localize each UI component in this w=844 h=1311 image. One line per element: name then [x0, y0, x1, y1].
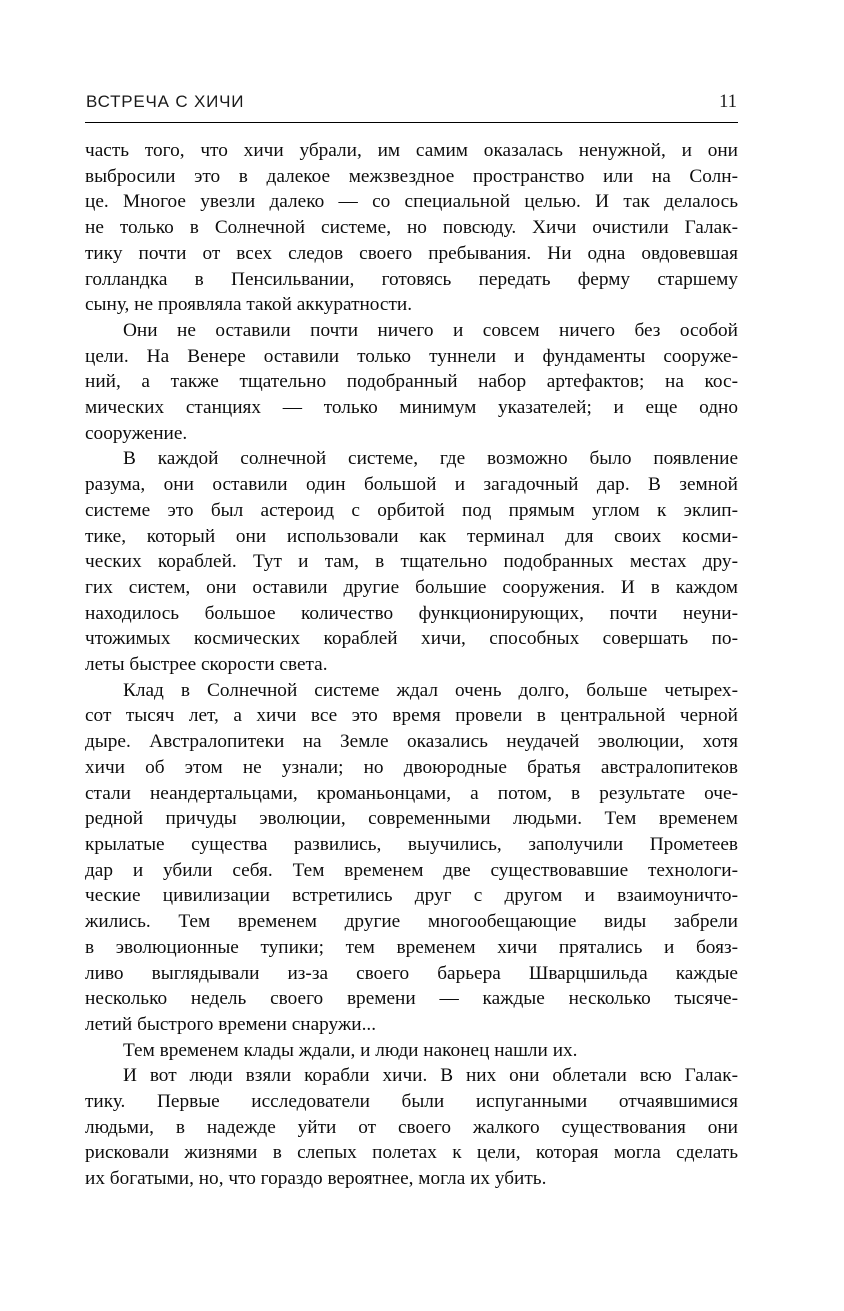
text-line: сооружение.	[85, 422, 188, 444]
text-line: не только в Солнечной системе, но повсюду. Хичи очистили Галак-	[85, 217, 738, 239]
text-line: В каждой солнечной системе, где возможно было появление	[123, 448, 738, 470]
text-line: в эволюционные тупики; тем временем хичи прятались и бояз-	[85, 936, 738, 958]
text-line: це. Многое увезли далеко — со специальной целью. И так делалось	[85, 191, 738, 213]
paragraph	[85, 1063, 738, 1192]
text-line: несколько недель своего времени — каждые несколько тысяче-	[85, 988, 738, 1010]
text-line: редной причуды эволюции, современными людьми. Тем временем	[85, 808, 738, 830]
running-header-title: ВСТРЕЧА С ХИЧИ	[86, 92, 245, 111]
paragraph	[85, 1038, 738, 1064]
text-line: И вот люди взяли корабли хичи. В них они облетали всю Галак-	[123, 1065, 738, 1087]
text-line: Они не оставили почти ничего и совсем ничего без особой	[123, 319, 738, 341]
text-line: тике, который они использовали как терминал для своих косми-	[85, 525, 738, 547]
text-line: дыре. Австралопитеки на Земле оказались неудачей эволюции, хотя	[85, 731, 738, 753]
page-content	[85, 92, 738, 1192]
paragraph	[85, 318, 738, 447]
text-line: мических станциях — только минимум указателей; и еще одно	[85, 397, 738, 419]
paragraph	[85, 678, 738, 1038]
text-line: рисковали жизнями в слепых полетах к цели, которая могла сделать	[85, 1142, 738, 1164]
text-line: сот тысяч лет, а хичи все это время провели в центральной черной	[85, 705, 738, 727]
text-line: стали неандертальцами, кроманьонцами, а потом, в результате оче-	[85, 782, 738, 804]
text-line: гих систем, они оставили другие большие сооружения. И в каждом	[85, 576, 738, 598]
text-line: чтожимых космических кораблей хичи, способных совершать по-	[85, 628, 738, 650]
text-line: леты быстрее скорости света.	[85, 654, 328, 676]
text-line: ческие цивилизации встретились друг с другом и взаимоуничто-	[85, 885, 738, 907]
text-line: ческих кораблей. Тут и там, в тщательно подобранных местах дру-	[85, 551, 738, 573]
body-text	[85, 138, 738, 1192]
text-line: выбросили это в далекое межзвездное пространство или на Солн-	[85, 165, 738, 187]
running-header	[85, 92, 738, 122]
text-line: дар и убили себя. Тем временем две существовавшие технологи-	[85, 859, 738, 881]
header-rule	[85, 122, 738, 123]
text-line: их богатыми, но, что гораздо вероятнее, могла их убить.	[85, 1168, 547, 1190]
page-number: 11	[719, 92, 737, 112]
text-line: цели. На Венере оставили только туннели и фундаменты сооруже-	[85, 345, 738, 367]
text-line: людьми, в надежде уйти от своего жалкого существования они	[85, 1116, 738, 1138]
text-line: летий быстрого времени снаружи...	[85, 1013, 377, 1035]
text-line: разума, они оставили один большой и загадочный дар. В земной	[85, 474, 738, 496]
text-line: Тем временем клады ждали, и люди наконец нашли их.	[123, 1039, 578, 1061]
text-line: голландка в Пенсильвании, готовясь передать ферму старшему	[85, 268, 738, 290]
text-line: ливо выглядывали из-за своего барьера Шварцшильда каждые	[85, 962, 738, 984]
text-line: системе это был астероид с орбитой под прямым углом к эклип-	[85, 499, 738, 521]
text-line: тику. Первые исследователи были испуганными отчаявшимися	[85, 1091, 738, 1113]
text-line: ний, а также тщательно подобранный набор артефактов; на кос-	[85, 371, 738, 393]
text-line: хичи об этом не узнали; но двоюродные братья австралопитеков	[85, 756, 738, 778]
text-line: крылатые существа развились, выучились, заполучили Прометеев	[85, 833, 738, 855]
text-line: часть того, что хичи убрали, им самим оказалась ненужной, и они	[85, 140, 738, 161]
paragraph	[85, 446, 738, 677]
text-line: Клад в Солнечной системе ждал очень долго, больше четырех-	[123, 679, 738, 701]
paragraph	[85, 138, 738, 318]
text-line: сыну, не проявляла такой аккуратности.	[85, 294, 413, 316]
text-line: находилось большое количество функционирующих, почти неуни-	[85, 602, 738, 624]
text-line: тику почти от всех следов своего пребывания. Ни одна овдовевшая	[85, 242, 738, 264]
text-line: жились. Тем временем другие многообещающие виды забрели	[85, 911, 738, 933]
